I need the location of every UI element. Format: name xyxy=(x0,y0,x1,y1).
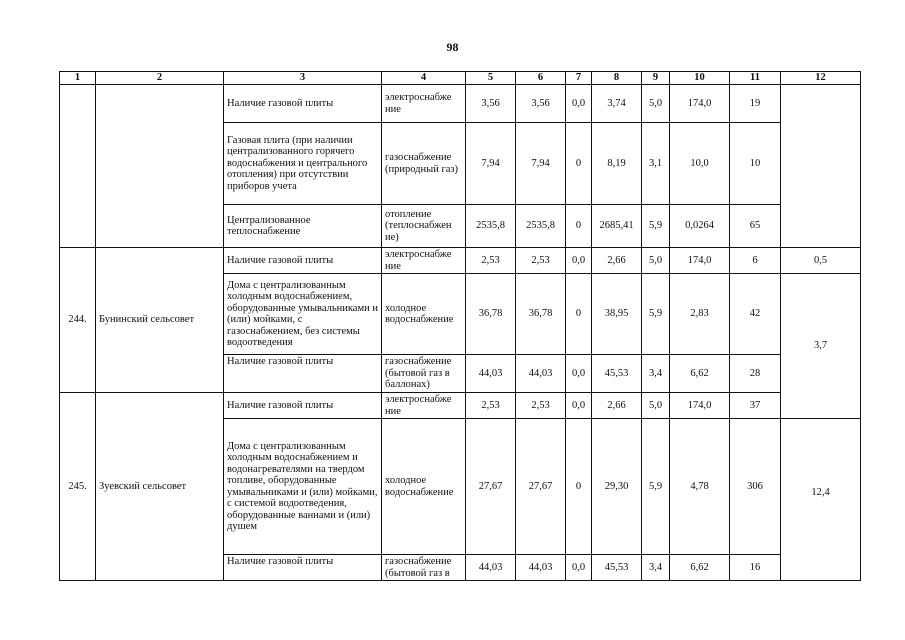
value-cell: 27,67 xyxy=(516,419,566,555)
row-number-cell: 245. xyxy=(60,393,96,581)
value-cell: 44,03 xyxy=(466,555,516,581)
value-cell: 42 xyxy=(730,274,781,355)
value-cell: 7,94 xyxy=(466,123,516,205)
value-cell: 0 xyxy=(566,419,592,555)
value-cell: 0,0 xyxy=(566,393,592,419)
col-header-4: 4 xyxy=(382,72,466,85)
value-cell: 5,0 xyxy=(642,85,670,123)
value-cell: 37 xyxy=(730,393,781,419)
settlement-cell: Зуевский сельсовет xyxy=(96,393,224,581)
value-cell: 5,9 xyxy=(642,274,670,355)
utility-cell: отопление (теплоснабжен ие) xyxy=(382,205,466,248)
value-cell: 6 xyxy=(730,248,781,274)
value-cell: 2,53 xyxy=(516,393,566,419)
value-cell: 3,56 xyxy=(466,85,516,123)
value-cell: 29,30 xyxy=(592,419,642,555)
header-row xyxy=(60,72,861,85)
value-cell: 65 xyxy=(730,205,781,248)
value-cell: 44,03 xyxy=(466,355,516,393)
value-cell: 5,9 xyxy=(642,205,670,248)
value-cell: 174,0 xyxy=(670,393,730,419)
value-cell: 7,94 xyxy=(516,123,566,205)
value-cell: 36,78 xyxy=(466,274,516,355)
col-header-8: 8 xyxy=(592,72,642,85)
total-cell: 12,4 xyxy=(781,419,861,581)
condition-cell: Дома с централизованным холодным водоснабжением и водонагревателями на твердом топливе, оборудованные умывальниками и (или) мойками, с системой водоотведения, оборудованные ваннами и (или) душем xyxy=(224,419,382,555)
condition-cell: Газовая плита (при наличии централизованного горячего водоснабжения и центрального отопления) при отсутствии приборов учета xyxy=(224,123,382,205)
col-header-1: 1 xyxy=(60,72,96,85)
value-cell: 27,67 xyxy=(466,419,516,555)
utility-cell: холодное водоснабжение xyxy=(382,419,466,555)
tariff-table xyxy=(59,71,861,581)
value-cell: 45,53 xyxy=(592,555,642,581)
col-header-7: 7 xyxy=(566,72,592,85)
value-cell: 3,1 xyxy=(642,123,670,205)
table-row xyxy=(60,248,861,274)
col-header-10: 10 xyxy=(670,72,730,85)
value-cell: 0,0 xyxy=(566,355,592,393)
condition-cell: Централизованное теплоснабжение xyxy=(224,205,382,248)
col-header-5: 5 xyxy=(466,72,516,85)
page-number: 98 xyxy=(446,40,459,54)
value-cell: 0,0 xyxy=(566,248,592,274)
table-row xyxy=(60,85,861,123)
value-cell: 0 xyxy=(566,205,592,248)
value-cell: 8,19 xyxy=(592,123,642,205)
value-cell: 5,0 xyxy=(642,248,670,274)
utility-cell: электроснабже ние xyxy=(382,248,466,274)
value-cell: 0,0 xyxy=(566,555,592,581)
value-cell: 10,0 xyxy=(670,123,730,205)
value-cell: 2,66 xyxy=(592,393,642,419)
value-cell: 38,95 xyxy=(592,274,642,355)
utility-cell: электроснабже ние xyxy=(382,393,466,419)
condition-cell: Наличие газовой плиты xyxy=(224,393,382,419)
value-cell: 28 xyxy=(730,355,781,393)
value-cell: 44,03 xyxy=(516,555,566,581)
total-cell: 3,7 xyxy=(781,274,861,419)
value-cell: 5,0 xyxy=(642,393,670,419)
condition-cell: Наличие газовой плиты xyxy=(224,248,382,274)
value-cell: 3,4 xyxy=(642,355,670,393)
col-header-2: 2 xyxy=(96,72,224,85)
value-cell: 0 xyxy=(566,274,592,355)
utility-cell: холодное водоснабжение xyxy=(382,274,466,355)
value-cell: 10 xyxy=(730,123,781,205)
value-cell: 2,83 xyxy=(670,274,730,355)
value-cell: 6,62 xyxy=(670,555,730,581)
utility-cell: газоснабжение (бытовой газ в xyxy=(382,555,466,581)
condition-cell: Дома с централизованным холодным водоснабжением, оборудованные умывальниками и (или) мойками, с газоснабжением, без системы водоотведения xyxy=(224,274,382,355)
value-cell: 0 xyxy=(566,123,592,205)
col-header-11: 11 xyxy=(730,72,781,85)
utility-cell: электроснабже ние xyxy=(382,85,466,123)
value-cell: 16 xyxy=(730,555,781,581)
settlement-cell: Бунинский сельсовет xyxy=(96,248,224,393)
value-cell: 4,78 xyxy=(670,419,730,555)
condition-cell: Наличие газовой плиты xyxy=(224,85,382,123)
value-cell: 2,66 xyxy=(592,248,642,274)
value-cell: 6,62 xyxy=(670,355,730,393)
col-header-3: 3 xyxy=(224,72,382,85)
total-cell: 0,5 xyxy=(781,248,861,274)
value-cell: 2,53 xyxy=(466,248,516,274)
value-cell: 19 xyxy=(730,85,781,123)
value-cell: 3,4 xyxy=(642,555,670,581)
value-cell: 2535,8 xyxy=(516,205,566,248)
value-cell: 2685,41 xyxy=(592,205,642,248)
value-cell: 306 xyxy=(730,419,781,555)
total-cell xyxy=(781,85,861,248)
value-cell: 36,78 xyxy=(516,274,566,355)
value-cell: 5,9 xyxy=(642,419,670,555)
condition-cell: Наличие газовой плиты xyxy=(224,555,382,581)
value-cell: 2,53 xyxy=(466,393,516,419)
value-cell: 3,56 xyxy=(516,85,566,123)
condition-cell: Наличие газовой плиты xyxy=(224,355,382,393)
settlement-cell xyxy=(96,85,224,248)
value-cell: 174,0 xyxy=(670,85,730,123)
utility-cell: газоснабжение (бытовой газ в баллонах) xyxy=(382,355,466,393)
col-header-6: 6 xyxy=(516,72,566,85)
row-number-cell xyxy=(60,85,96,248)
col-header-9: 9 xyxy=(642,72,670,85)
value-cell: 44,03 xyxy=(516,355,566,393)
table-row xyxy=(60,393,861,419)
row-number-cell: 244. xyxy=(60,248,96,393)
value-cell: 45,53 xyxy=(592,355,642,393)
value-cell: 0,0264 xyxy=(670,205,730,248)
col-header-12: 12 xyxy=(781,72,861,85)
value-cell: 174,0 xyxy=(670,248,730,274)
value-cell: 0,0 xyxy=(566,85,592,123)
value-cell: 2535,8 xyxy=(466,205,516,248)
value-cell: 3,74 xyxy=(592,85,642,123)
value-cell: 2,53 xyxy=(516,248,566,274)
utility-cell: газоснабжение (природный газ) xyxy=(382,123,466,205)
